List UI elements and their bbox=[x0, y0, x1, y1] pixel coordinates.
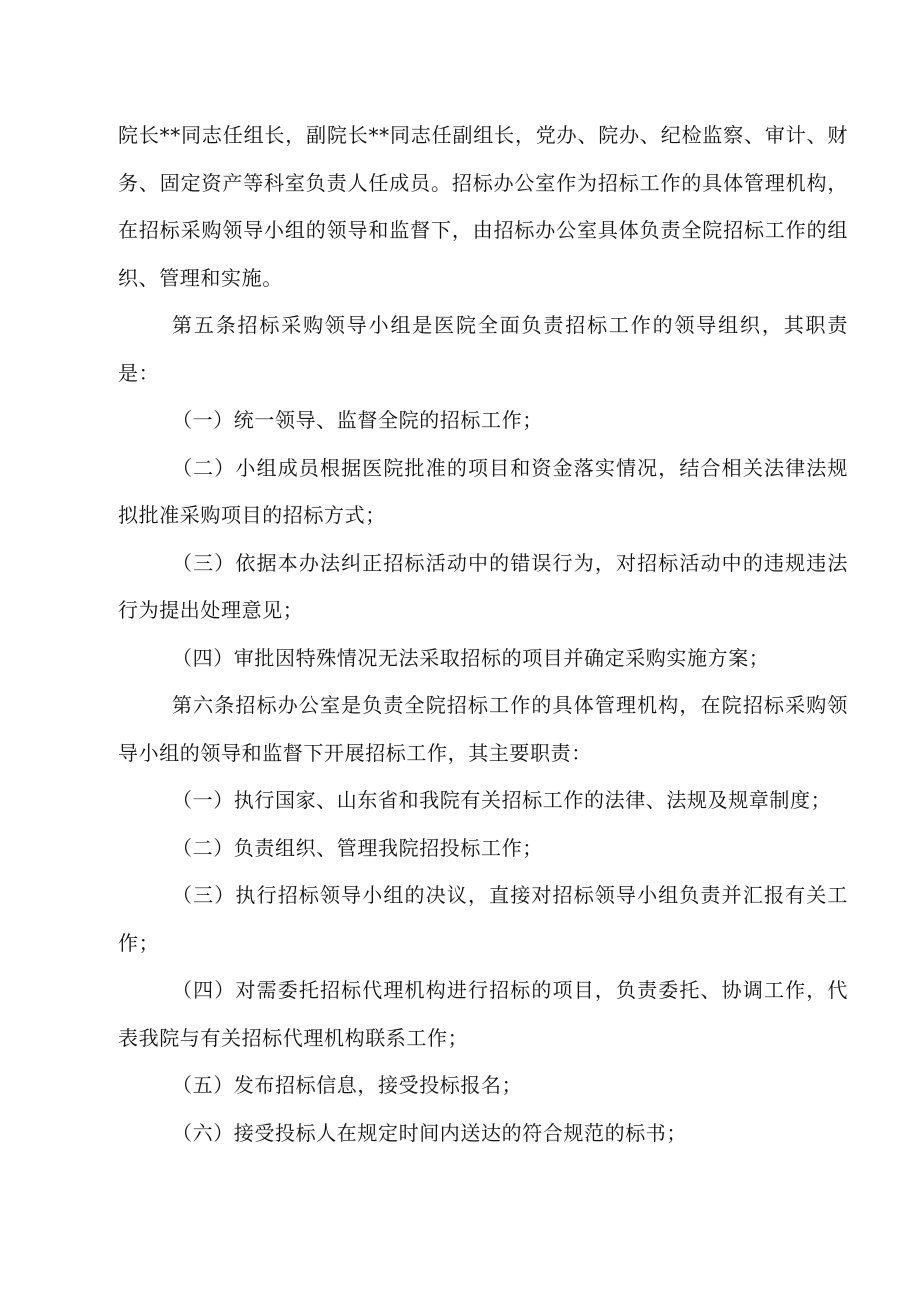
article-6-item-5: （五）发布招标信息，接受投标报名； bbox=[172, 1073, 523, 1097]
article-5-item-3: （三）依据本办法纠正招标活动中的错误行为，对招标活动中的违规违法行为提出处理意见； bbox=[118, 550, 848, 622]
article-5-item-4: （四）审批因特殊情况无法采取招标的项目并确定采购实施方案； bbox=[172, 645, 770, 670]
article-6-heading: 第六条招标办公室是负责全院招标工作的具体管理机构，在院招标采购领导小组的领导和监督下开展招标工作，其主要职责： bbox=[118, 693, 848, 765]
article-6-item-4: （四）对需委托招标代理机构进行招标的项目，负责委托、协调工作，代表我院与有关招标代理机构联系工作； bbox=[118, 978, 848, 1050]
article-6-item-2: （二）负责组织、管理我院招投标工作； bbox=[172, 835, 543, 860]
article-6-item-1: （一）执行国家、山东省和我院有关招标工作的法律、法规及规章制度； bbox=[172, 788, 832, 812]
document-body bbox=[118, 112, 848, 1157]
article-5-item-1: （一）统一领导、监督全院的招标工作； bbox=[172, 408, 543, 432]
article-6-item-6: （六）接受投标人在规定时间内送达的符合规范的标书； bbox=[172, 1120, 687, 1145]
article-5-item-2: （二）小组成员根据医院批准的项目和资金落实情况，结合相关法律法规拟批准采购项目的招标方式； bbox=[118, 455, 848, 527]
article-5-heading: 第五条招标采购领导小组是医院全面负责招标工作的领导组织，其职责是： bbox=[118, 313, 848, 385]
paragraph-continuation: 院长**同志任组长，副院长**同志任副组长，党办、院办、纪检监察、审计、财务、固定资产等科室负责人任成员。招标办公室作为招标工作的具体管理机构，在招标采购领导小组的领导和监督下，由招标办公室具体负责全院招标工作的组织、管理和实施。 bbox=[118, 123, 848, 290]
article-6-item-3: （三）执行招标领导小组的决议，直接对招标领导小组负责并汇报有关工作； bbox=[118, 883, 848, 955]
